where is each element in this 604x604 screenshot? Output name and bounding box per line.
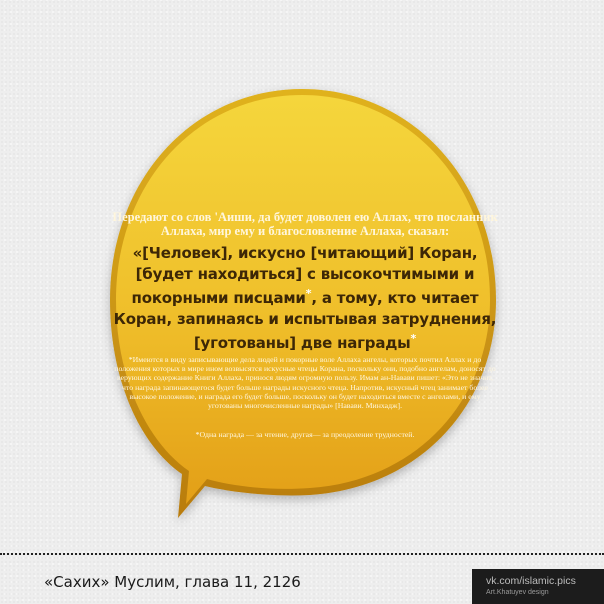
hadith-intro: Передают со слов 'Аиши, да будет доволен ею Аллах, что посланник Аллаха, мир ему и благословление Аллаха, сказал: xyxy=(112,210,498,238)
hadith-quote: «[Человек], искусно [читающий] Коран, [будет находиться] с высокочтимыми и покорными писцами*, а тому, кто читает Коран, запинаясь и испытывая затруднения, [уготованы] две награды* xyxy=(113,244,497,352)
source-reference: «Сахих» Муслим, глава 11, 2126 xyxy=(44,573,301,591)
credit-url[interactable]: vk.com/islamic.pics xyxy=(486,575,576,587)
footnote-2 xyxy=(105,430,505,440)
credit-designer: Art.Khatuyev design xyxy=(486,589,549,596)
footnote-1 xyxy=(112,355,498,410)
footnote-marker-1: * xyxy=(305,287,312,300)
footnote-2-text: Одна награда — за чтение, другая— за преодоление трудностей. xyxy=(199,430,415,439)
quote-part-1: «[Человек], искусно [читающий] Коран, [будет находиться] с высокочтимыми и покорными писцами xyxy=(131,244,478,307)
footnote-1-text: Имеются в виду записывающие дела людей и покорные воле Аллаха ангелы, которых почтил Аллах и до положения которых в мире ином возвысятся искусные чтецы Корана, поскольку они, подобно ангелам, доносят до верующих содержание Книги Аллаха, принося людям огромную пользу. Имам ан-Навави пишет: «Это не значит, что награда запинающегося будет больше награды искусного чтеца. Напротив, искусный чтец занимает более высокое положение, и награда его будет больше, поскольку он будет находиться вместе с ангелами, и ему уготованы многочисленные награды» [Навави. Минхадж]. xyxy=(114,355,496,411)
dotted-divider xyxy=(0,553,604,555)
footnote-1-star: * xyxy=(128,355,133,364)
quote-part-2: а тому, кто читает Коран, запинаясь и испытывая затруднения, [уготованы] две награды xyxy=(113,289,497,352)
credit-box xyxy=(472,569,604,604)
footnote-marker-2: * xyxy=(410,332,417,345)
footnote-2-star: * xyxy=(195,430,200,439)
